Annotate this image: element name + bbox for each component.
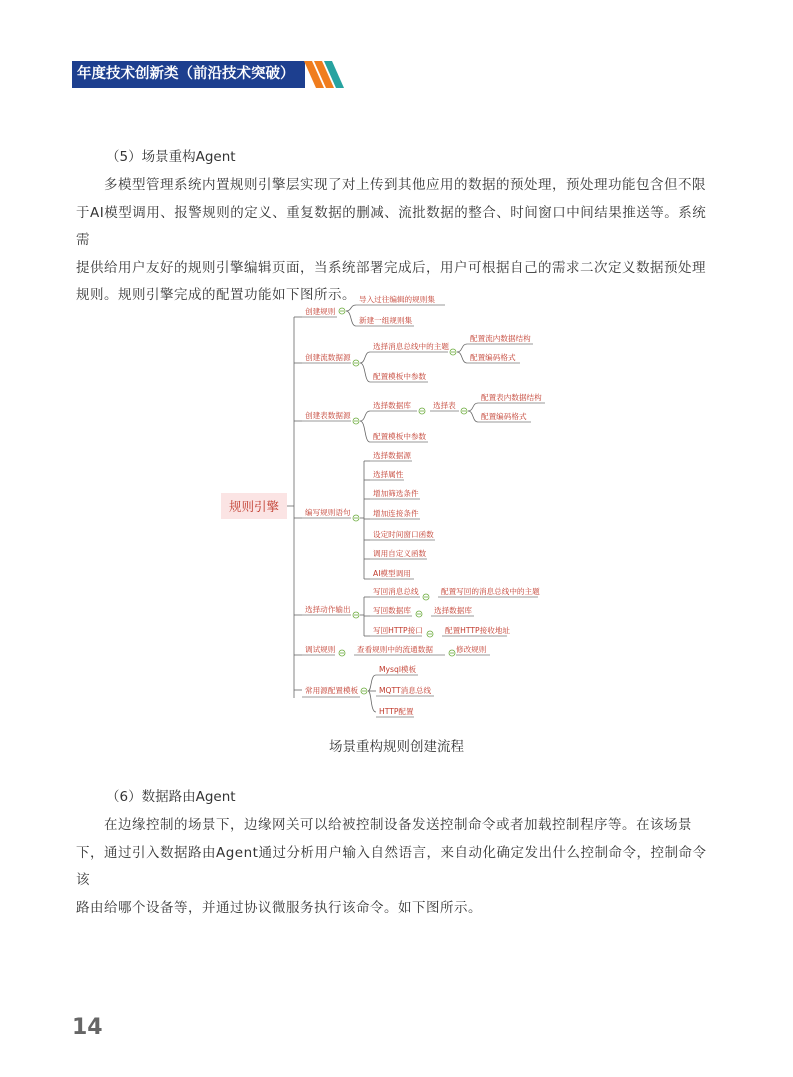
node-new-ruleset: 新建一组规则集 [359, 316, 413, 325]
paragraph-line: 路由给哪个设备等，并通过协议微服务执行该命令。如下图所示。 [76, 899, 482, 916]
paragraph-line: 提供给用户友好的规则引擎编辑页面，当系统部署完成后，用户可根据自己的需求二次定义数据预处理 [76, 259, 706, 276]
paragraph-line: 在边缘控制的场景下，边缘网关可以给被控制设备发送控制命令或者加载控制程序等。在该场景 [104, 817, 692, 833]
node-config-encoding-2: 配置编码格式 [481, 412, 527, 421]
node-mqtt-bus: MQTT消息总线 [379, 686, 432, 695]
section6-heading: （6）数据路由Agent [106, 789, 236, 805]
node-select-database: 选择数据库 [373, 401, 411, 410]
node-config-writeback-topic: 配置写回的消息总线中的主题 [441, 587, 540, 596]
paragraph-line: 规则。规则引擎完成的配置功能如下图所示。 [76, 287, 356, 303]
branch-select-action-output: 选择动作输出 [305, 605, 351, 614]
page-number: 14 [72, 1015, 103, 1040]
branch-debug-rule: 调试规则 [305, 645, 336, 654]
node-view-flow-data: 查看规则中的流通数据 [357, 645, 433, 654]
node-config-template-params: 配置模板中参数 [373, 372, 427, 381]
node-select-database-2: 选择数据库 [434, 606, 472, 615]
node-custom-function: 调用自定义函数 [373, 549, 427, 558]
paragraph-line: 于AI模型调用、报警规则的定义、重复数据的删减、流批数据的整合、时间窗口中间结果推送等。系统需 [76, 204, 707, 248]
node-http-config: HTTP配置 [379, 707, 414, 716]
node-add-join: 增加连接条件 [373, 509, 419, 518]
branch-common-templates: 常用源配置模板 [305, 686, 359, 695]
node-select-bus-topic: 选择消息总线中的主题 [373, 342, 449, 351]
node-config-template-params-2: 配置模板中参数 [373, 432, 427, 441]
branch-create-rule: 创建规则 [305, 307, 336, 316]
branch-write-rule-statement: 编写规则语句 [305, 508, 351, 517]
node-write-back-db: 写回数据库 [373, 606, 411, 615]
branch-create-table-source: 创建表数据源 [305, 411, 351, 420]
node-ai-model: AI模型调用 [373, 569, 411, 578]
node-time-window: 设定时间窗口函数 [373, 530, 434, 539]
node-import-rules: 导入过往编辑的规则集 [359, 295, 435, 304]
section5-heading: （5）场景重构Agent [106, 149, 236, 165]
root-node: 规则引擎 [228, 499, 280, 514]
paragraph-line: 多模型管理系统内置规则引擎层实现了对上传到其他应用的数据的预处理，预处理功能包含但不限 [104, 177, 706, 193]
node-mysql-template: Mysql模板 [379, 665, 417, 674]
node-modify-rule: 修改规则 [456, 645, 487, 654]
node-select-datasource: 选择数据源 [373, 451, 411, 460]
node-config-stream-structure: 配置流内数据结构 [470, 334, 531, 343]
node-config-table-structure: 配置表内数据结构 [481, 393, 542, 402]
node-write-back-bus: 写回消息总线 [373, 587, 419, 596]
branch-create-stream-source: 创建流数据源 [305, 353, 351, 362]
figure-caption: 场景重构规则创建流程 [329, 739, 464, 755]
node-select-table: 选择表 [433, 401, 456, 410]
node-add-filter: 增加筛选条件 [373, 489, 419, 498]
node-config-encoding: 配置编码格式 [470, 353, 516, 362]
node-select-attribute: 选择属性 [373, 470, 404, 479]
paragraph-line: 下，通过引入数据路由Agent通过分析用户输入自然语言，来自动化确定发出什么控制命令，控制命令该 [76, 844, 707, 888]
header-title: 年度技术创新类（前沿技术突破） [77, 66, 295, 82]
section6-paragraph [76, 812, 716, 922]
node-config-http-address: 配置HTTP接收地址 [445, 626, 510, 635]
node-write-back-http: 写回HTTP接口 [373, 626, 423, 635]
